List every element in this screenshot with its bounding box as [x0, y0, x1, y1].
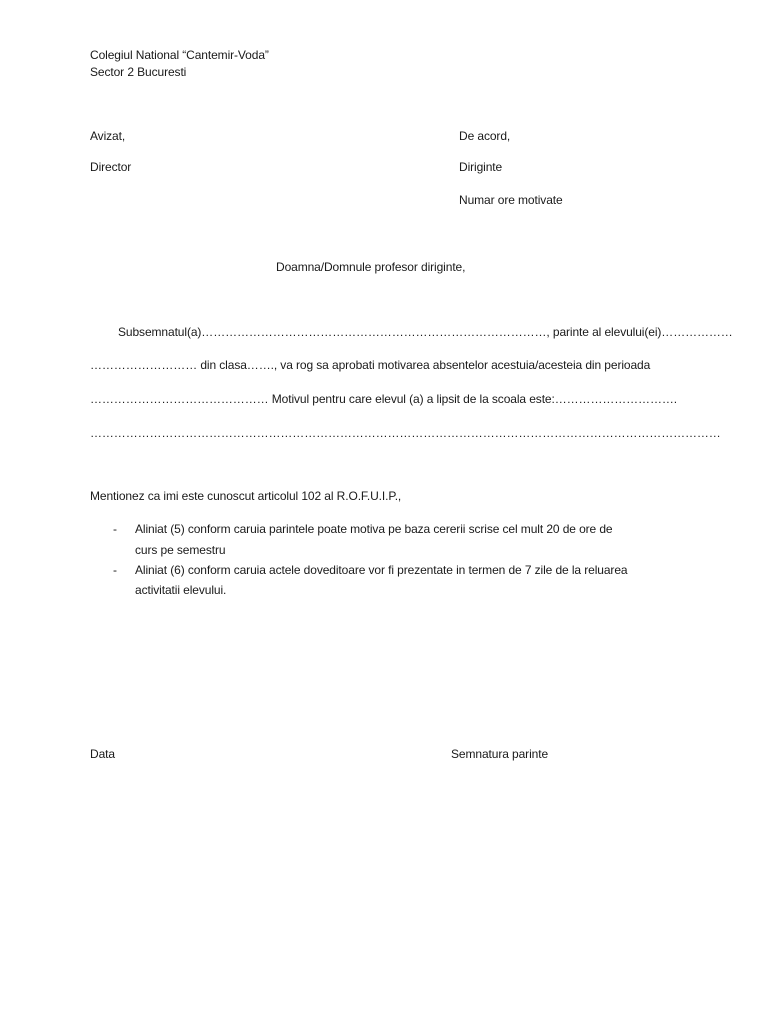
date-label: Data: [90, 747, 115, 761]
list-item-2-dash: -: [113, 563, 117, 577]
mention-intro: Mentionez ca imi este cunoscut articolul 102 al R.O.F.U.I.P.,: [90, 489, 402, 503]
signature-label: Semnatura parinte: [451, 747, 549, 761]
approval-left-label: Avizat,: [90, 129, 126, 143]
body-line-3: ……………………………………… Motivul pentru care elevul (a) a lipsit de la scoala este:………………………….: [90, 392, 677, 406]
list-item-2-line-a: Aliniat (6) conform caruia actele doveditoare vor fi prezentate in termen de 7 zile de la reluarea: [135, 563, 628, 577]
school-district: Sector 2 Bucuresti: [90, 65, 187, 79]
body-line-4: ……………………………………………………………………………………………………………………………………………: [90, 426, 721, 440]
list-item-1-line-a: Aliniat (5) conform caruia parintele poate motiva pe baza cererii scrise cel mult 20 de ore de: [135, 522, 613, 536]
list-item-1-line-b: curs pe semestru: [135, 543, 226, 557]
approval-left-role: Director: [90, 160, 132, 174]
approval-hours-label: Numar ore motivate: [459, 193, 563, 207]
salutation: Doamna/Domnule profesor diriginte,: [276, 260, 466, 274]
list-item-1-dash: -: [113, 522, 117, 536]
list-item-2-line-b: activitatii elevului.: [135, 583, 227, 597]
body-line-2: ……………………… din clasa……., va rog sa aprobati motivarea absentelor acestuia/acesteia din perioada: [90, 358, 651, 372]
school-name: Colegiul National “Cantemir-Voda”: [90, 48, 269, 62]
approval-right-label: De acord,: [459, 129, 511, 143]
body-line-1: Subsemnatul(a)……………………………………………………………………………, parinte al elevului(ei)………………: [118, 325, 733, 339]
approval-right-role: Diriginte: [459, 160, 503, 174]
